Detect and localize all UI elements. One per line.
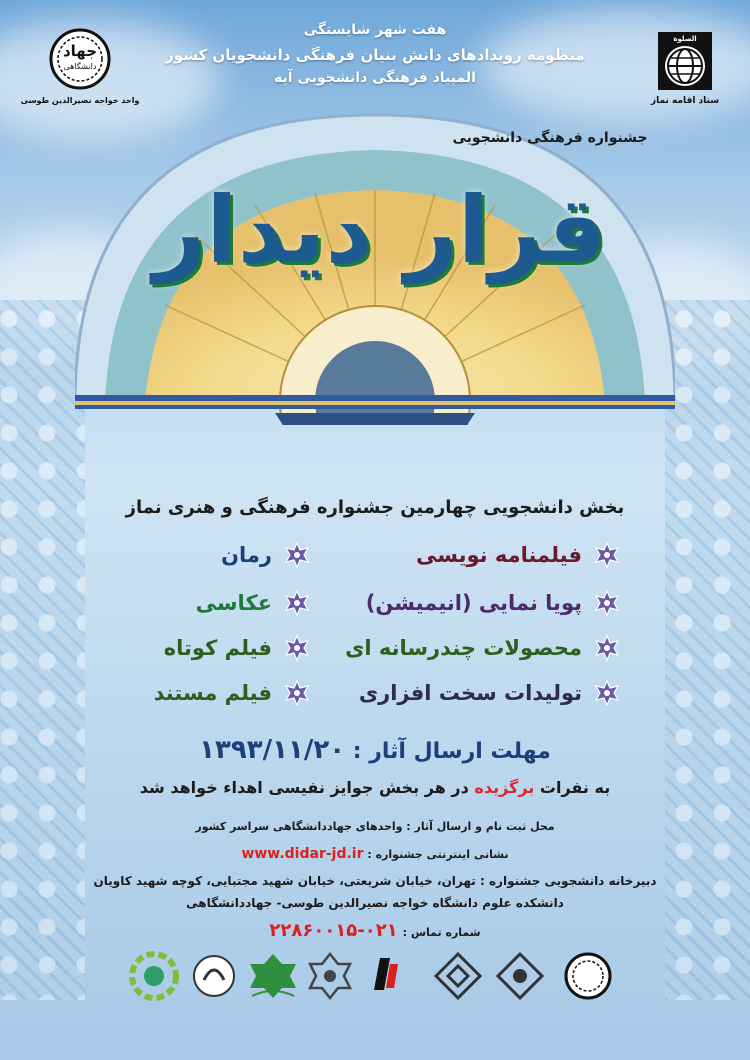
star-ornament-icon: [594, 635, 620, 661]
category-novel: رمان: [221, 543, 272, 567]
star-ornament-icon: [594, 590, 620, 616]
star-ornament-icon: [284, 542, 310, 568]
category-row: [416, 542, 620, 568]
website-label: نشانی اینترنتی جشنواره :: [367, 848, 509, 861]
star-ornament-icon: [594, 542, 620, 568]
left-tile-border: [0, 300, 85, 1000]
jihad-logo-caption: واحد خواجه نصیرالدین طوسی: [20, 96, 140, 105]
university-knot-logo-icon: [432, 950, 484, 1002]
star-ornament-icon: [284, 590, 310, 616]
star-ornament-icon: [594, 680, 620, 706]
category-row: [221, 542, 310, 568]
header-line-3: المپیاد فرهنگی دانشجویی آیه: [274, 70, 476, 86]
registration-info: محل ثبت نام و ارسال آثار : واحدهای جهاددانشگاهی سراسر کشور: [195, 820, 555, 833]
category-row: [154, 680, 310, 706]
right-tile-border: [665, 300, 750, 1000]
header-line-2: منظومه رویدادهای دانش بنیان فرهنگی دانشجویان کشور: [165, 46, 585, 64]
category-row: [359, 680, 620, 706]
category-multimedia: محصولات چندرسانه ای: [345, 636, 582, 660]
deadline-date: ۱۳۹۳/۱۱/۲۰: [199, 735, 346, 765]
category-short-film: فیلم کوتاه: [163, 636, 272, 660]
calligraphy-logo-icon: [188, 950, 240, 1002]
jihad-logo-name: جهاد: [62, 42, 98, 60]
category-animation: پویا نمایی (انیمیشن): [365, 591, 582, 615]
category-photography: عکاسی: [195, 591, 272, 615]
website-url[interactable]: www.didar-jd.ir: [241, 846, 364, 862]
category-hardware: تولیدات سخت افزاری: [358, 681, 582, 705]
festival-title: قرار دیدار: [153, 177, 607, 284]
namaz-logo-caption: ستاد اقامه نماز: [650, 96, 720, 106]
namaz-logo-top: الصلوة: [673, 35, 697, 43]
student-org-logo-icon: [494, 950, 546, 1002]
category-screenwriting: فیلمنامه نویسی: [415, 543, 582, 567]
star-ornament-icon: [284, 680, 310, 706]
category-row: [345, 635, 620, 661]
category-row: [366, 590, 620, 616]
contact-phone: ۰۲۱-۲۲۸۶۰۰۱۵: [269, 920, 398, 941]
address-line-1: دبیرخانه دانشجویی جشنواره : تهران، خیابان شریعتی، خیابان شهید مجتبایی، کوچه شهید کاویان: [93, 874, 657, 888]
category-row: [164, 635, 310, 661]
category-documentary: فیلم مستند: [153, 681, 272, 705]
prize-line: [0, 778, 750, 797]
website-line: [0, 846, 750, 862]
section-title: بخش دانشجویی چهارمین جشنواره فرهنگی و هنری نماز: [125, 497, 625, 518]
culture-logo-icon: [360, 950, 412, 1002]
sun-spiral-logo-icon: [128, 950, 180, 1002]
council-logo-icon: [304, 950, 356, 1002]
jihad-logo-sub: دانشگاهی: [63, 62, 97, 71]
jihad-logo: [20, 28, 140, 105]
deadline-label: مهلت ارسال آثار :: [352, 739, 551, 764]
jihad-seal-logo-icon: [562, 950, 614, 1002]
contact-label: شماره تماس :: [402, 926, 481, 939]
prize-highlight: برگزیده: [474, 778, 535, 797]
festival-subtitle: جشنواره فرهنگی دانشجویی: [452, 130, 648, 146]
contact-line: [0, 920, 750, 941]
header-line-1: هفت شهر شایستگی: [303, 22, 447, 38]
category-row: [196, 590, 310, 616]
prize-before: به نفرات: [539, 778, 611, 797]
address-line-2: دانشکده علوم دانشگاه خواجه نصیرالدین طوسی- جهاددانشگاهی: [186, 896, 564, 910]
tehran-municipality-logo-icon: [242, 950, 304, 1002]
prize-after: در هر بخش جوایز نفیسی اهداء خواهد شد: [139, 778, 469, 797]
star-ornament-icon: [284, 635, 310, 661]
deadline: [0, 735, 750, 765]
